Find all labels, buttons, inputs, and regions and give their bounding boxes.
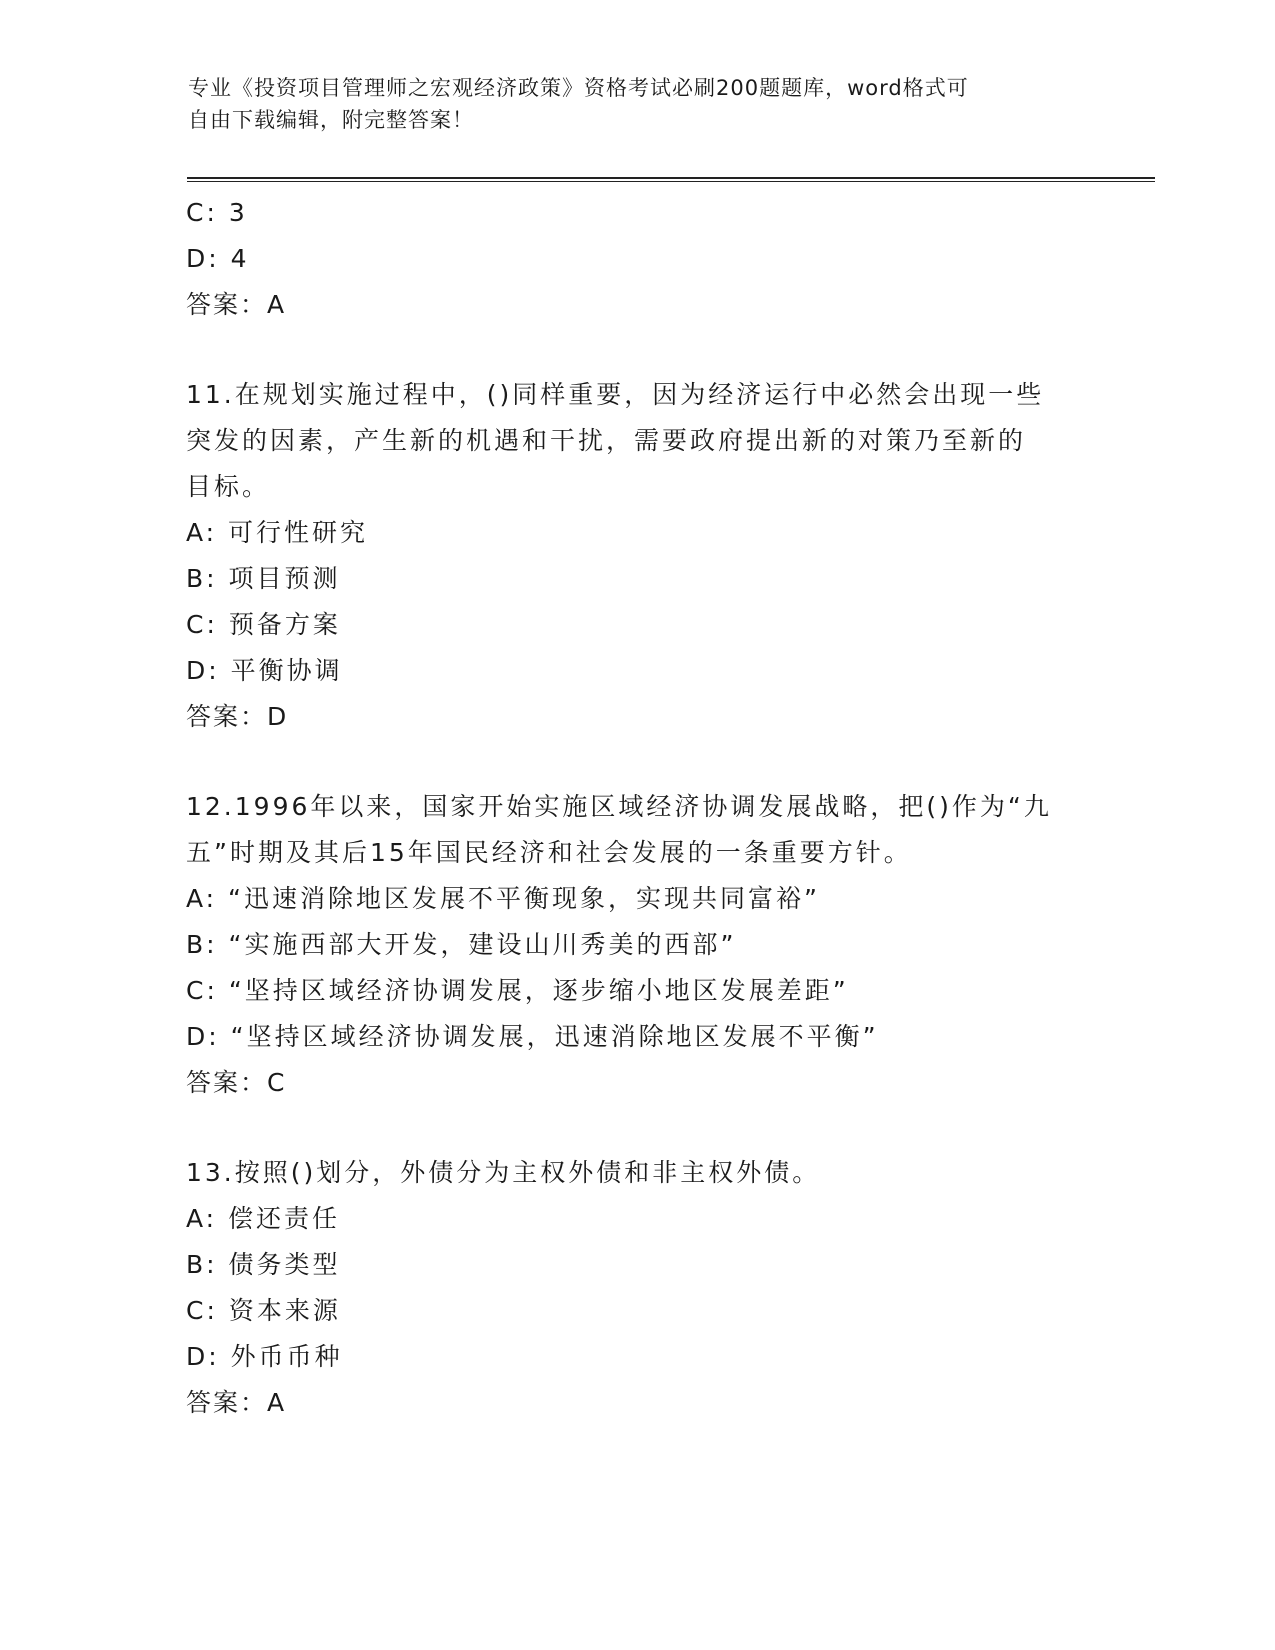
question-13 bbox=[186, 1150, 1076, 1426]
header-title-line-2: 自由下载编辑，附完整答案！ bbox=[188, 108, 474, 132]
option-d: D: 平衡协调 bbox=[186, 656, 343, 685]
option-b: B: 项目预测 bbox=[186, 564, 341, 593]
option-c: C: 预备方案 bbox=[186, 610, 341, 639]
answer-line: 答案：A bbox=[186, 290, 287, 319]
option-d: D: 外币币种 bbox=[186, 1342, 343, 1371]
option-d: D: 4 bbox=[186, 244, 250, 273]
question-stem-line: 13.按照()划分，外债分为主权外债和非主权外债。 bbox=[186, 1158, 821, 1187]
question-stem-line: 目标。 bbox=[186, 472, 271, 501]
question-spacer bbox=[186, 1106, 1076, 1150]
question-list bbox=[186, 190, 1076, 1426]
question-stem-line: 11.在规划实施过程中，()同样重要，因为经济运行中必然会出现一些 bbox=[186, 380, 1045, 409]
option-b: B: 债务类型 bbox=[186, 1250, 341, 1279]
question-12 bbox=[186, 784, 1076, 1106]
answer-line: 答案：C bbox=[186, 1068, 287, 1097]
question-spacer bbox=[186, 328, 1076, 372]
option-d: D: “坚持区域经济协调发展，迅速消除地区发展不平衡” bbox=[186, 1022, 879, 1051]
option-c: C: “坚持区域经济协调发展，逐步缩小地区发展差距” bbox=[186, 976, 849, 1005]
question-11 bbox=[186, 372, 1076, 740]
header-divider bbox=[187, 177, 1155, 182]
question-stem-line: 12.1996年以来，国家开始实施区域经济协调发展战略，把()作为“九 bbox=[186, 792, 1052, 821]
option-a: A: “迅速消除地区发展不平衡现象，实现共同富裕” bbox=[186, 884, 820, 913]
answer-line: 答案：A bbox=[186, 1388, 287, 1417]
option-c: C: 3 bbox=[186, 198, 248, 227]
question-stem-line: 突发的因素，产生新的机遇和干扰，需要政府提出新的对策乃至新的 bbox=[186, 426, 1027, 455]
answer-line: 答案：D bbox=[186, 702, 289, 731]
question-10-tail bbox=[186, 190, 1076, 328]
document-header bbox=[188, 72, 1068, 136]
option-c: C: 资本来源 bbox=[186, 1296, 341, 1325]
question-spacer bbox=[186, 740, 1076, 784]
header-title-line-1: 专业《投资项目管理师之宏观经济政策》资格考试必刷200题题库，word格式可 bbox=[188, 76, 969, 100]
question-stem-line: 五”时期及其后15年国民经济和社会发展的一条重要方针。 bbox=[186, 838, 912, 867]
option-a: A: 偿还责任 bbox=[186, 1204, 341, 1233]
option-a: A: 可行性研究 bbox=[186, 518, 369, 547]
option-b: B: “实施西部大开发，建设山川秀美的西部” bbox=[186, 930, 737, 959]
